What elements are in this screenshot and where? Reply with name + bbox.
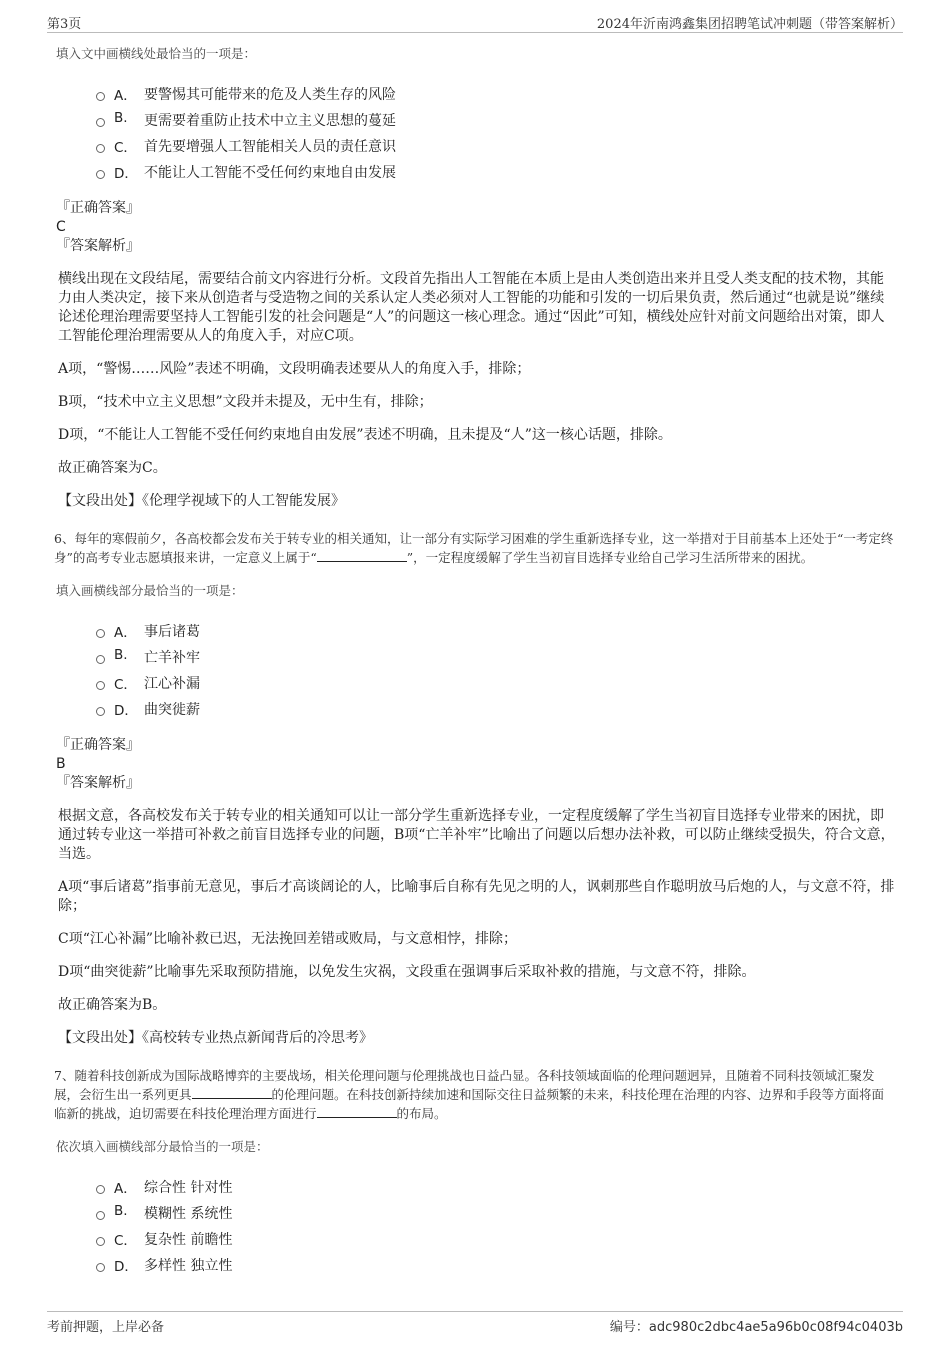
- option-letter: D．: [114, 703, 138, 719]
- option-letter: B.: [114, 1203, 128, 1219]
- q5-answer-heading: 『正确答案』: [56, 200, 140, 216]
- q7-blank-2: [317, 1106, 397, 1118]
- option-text: 更需要着重防止技术中立主义思想的蔓延: [144, 113, 396, 129]
- option-text: 不能让人工智能不受任何约束地自由发展: [144, 165, 396, 181]
- q6-analysis-para: D项“曲突徙薪”比喻事先采取预防措施，以免发生灾祸，文段重在强调事后采取补救的措施，与文意不符，排除。: [58, 964, 756, 980]
- option-letter: B.: [114, 110, 128, 126]
- option-text: 多样性 独立性: [144, 1258, 233, 1274]
- q5-analysis-para: 横线出现在文段结尾，需要结合前文内容进行分析。文段首先指出人工智能在本质上是由人类创造出来并且受人类支配的技术物，其能力由人类决定，接下来从创造者与受造物之间的关系认定人类必须对人工智能的功能和引发的一切后果负责，然后通过“也就是说”继续论述伦理治理需要坚持人工智能引发的社会问题是“人”的问题这一核心理念。通过“因此”可知，横线处应针对前文问题给出对策，即人工智能伦理治理需要从人的角度入手，对应C项。: [58, 271, 885, 344]
- q6-analysis-para: C项“江心补漏”比喻补救已迟，无法挽回差错或败局，与文意相悖，排除；: [58, 931, 518, 947]
- page-header: [47, 10, 903, 33]
- q6-options: [96, 621, 896, 725]
- option-letter: A．: [114, 88, 137, 104]
- radio-icon[interactable]: [96, 118, 105, 127]
- radio-icon[interactable]: [96, 1263, 105, 1272]
- option-text: 事后诸葛: [144, 624, 200, 640]
- document-title: 2024年沂南鸿鑫集团招聘笔试冲刺题（带答案解析）: [596, 17, 903, 32]
- q6-question-after: ”，一定程度缓解了学生当初盲目选择专业给自己学习生活所带来的困扰。: [406, 550, 814, 565]
- q5-option-a[interactable]: [96, 84, 896, 110]
- q5-option-b[interactable]: [96, 110, 896, 136]
- q7-question-part1: 7、随着科技创新成为国际战略博弈的主要战场，相关伦理问题与伦理挑战也日益凸显。各科技领域面临的伦理问题迥异，且随着不同科技领域汇聚发展，会衍生出一系列更具: [54, 1068, 875, 1102]
- option-text: 曲突徙薪: [144, 702, 200, 718]
- footer-slogan: 考前押题，上岸必备: [47, 1320, 165, 1335]
- q7-question-part3: 的布局。: [396, 1106, 447, 1121]
- code-label: 编号：: [609, 1320, 649, 1335]
- q6-analysis-para: 根据文意，各高校发布关于转专业的相关通知可以让一部分学生重新选择专业，一定程度缓解了学生当初盲目选择专业带来的困扰，即通过转专业这一举措可补救之前盲目选择专业的问题，B项“亡羊补牢”比喻出了问题以后想办法补救，可以防止继续受损失，符合文意，当选。: [58, 808, 895, 862]
- q6-blank: [317, 550, 407, 562]
- option-text: 首先要增强人工智能相关人员的责任意识: [144, 139, 396, 155]
- q7-option-b[interactable]: [96, 1203, 896, 1229]
- option-text: 江心补漏: [144, 676, 200, 692]
- radio-icon[interactable]: [96, 1185, 105, 1194]
- document-code: [610, 1316, 903, 1335]
- radio-icon[interactable]: [96, 681, 105, 690]
- page-content: [56, 44, 896, 1291]
- q5-analysis-para: 故正确答案为C。: [58, 460, 167, 476]
- q6-analysis-heading: 『答案解析』: [56, 775, 140, 791]
- q6-answer: B: [56, 756, 66, 772]
- q5-analysis-para: D项，“不能让人工智能不受任何约束地自由发展”表述不明确，且未提及“人”这一核心话题，排除。: [58, 427, 672, 443]
- q7-option-c[interactable]: [96, 1229, 896, 1255]
- q5-analysis-para: A项，“警惕……风险”表述不明确，文段明确表述要从人的角度入手，排除；: [58, 361, 531, 377]
- radio-icon[interactable]: [96, 144, 105, 153]
- q6-source: 【文段出处】《高校转专业热点新闻背后的冷思考》: [58, 1030, 373, 1046]
- q6-option-b[interactable]: [96, 647, 896, 673]
- option-letter: A．: [114, 1181, 137, 1197]
- q7-options: [96, 1177, 896, 1281]
- q5-source: 【文段出处】《伦理学视域下的人工智能发展》: [58, 493, 345, 509]
- q6-question: [54, 529, 896, 567]
- option-text: 模糊性 系统性: [144, 1206, 233, 1222]
- q6-prompt: 填入画横线部分最恰当的一项是：: [56, 583, 244, 598]
- q6-analysis-para: A项“事后诸葛”指事前无意见，事后才高谈阔论的人，比喻事后自称有先见之明的人，讽刺那些自作聪明放马后炮的人，与文意不符，排除；: [58, 879, 895, 914]
- page-footer: [47, 1311, 903, 1336]
- q7-question: [54, 1066, 896, 1123]
- q6-analysis-para: 故正确答案为B。: [58, 997, 167, 1013]
- q5-answer: C: [56, 219, 66, 235]
- option-letter: D．: [114, 166, 138, 182]
- option-text: 亡羊补牢: [144, 650, 200, 666]
- option-letter: A．: [114, 625, 137, 641]
- q5-prompt: 填入文中画横线处最恰当的一项是：: [56, 46, 257, 61]
- radio-icon[interactable]: [96, 1237, 105, 1246]
- q7-option-a[interactable]: [96, 1177, 896, 1203]
- q5-analysis-heading: 『答案解析』: [56, 238, 140, 254]
- q6-option-d[interactable]: [96, 699, 896, 725]
- q6-answer-heading: 『正确答案』: [56, 737, 140, 753]
- q7-prompt: 依次填入画横线部分最恰当的一项是：: [56, 1139, 269, 1154]
- option-text: 复杂性 前瞻性: [144, 1232, 233, 1248]
- q5-analysis-para: B项，“技术中立主义思想”文段并未提及，无中生有，排除；: [58, 394, 433, 410]
- page-number: 第3页: [47, 17, 82, 32]
- q7-option-d[interactable]: [96, 1255, 896, 1281]
- option-letter: C．: [114, 677, 137, 693]
- radio-icon[interactable]: [96, 629, 105, 638]
- q6-question-before: 6、每年的寒假前夕，各高校都会发布关于转专业的相关通知，让一部分有实际学习困难的学生重新选择专业，这一举措对于目前基本上还处于“一考定终身”的高考专业志愿填报来讲，一定意义上属于“: [54, 531, 894, 565]
- option-letter: D．: [114, 1259, 138, 1275]
- option-text: 综合性 针对性: [144, 1180, 233, 1196]
- q5-option-d[interactable]: [96, 162, 896, 188]
- option-text: 要警惕其可能带来的危及人类生存的风险: [144, 87, 396, 103]
- q5-options: [96, 84, 896, 188]
- radio-icon[interactable]: [96, 170, 105, 179]
- q7-blank-1: [192, 1087, 272, 1099]
- q7-question-part2: 的伦理问题。在科技创新持续加速和国际交往日益频繁的未来，科技伦理在治理的内容、边界和手段等方面将面临新的挑战，迫切需要在科技伦理治理方面进行: [54, 1087, 885, 1121]
- option-letter: C．: [114, 1233, 137, 1249]
- q6-option-a[interactable]: [96, 621, 896, 647]
- option-letter: C．: [114, 140, 137, 156]
- option-letter: B.: [114, 647, 128, 663]
- q5-option-c[interactable]: [96, 136, 896, 162]
- radio-icon[interactable]: [96, 655, 105, 664]
- radio-icon[interactable]: [96, 92, 105, 101]
- code-value: adc980c2dbc4ae5a96b0c08f94c0403b: [648, 1320, 903, 1335]
- radio-icon[interactable]: [96, 707, 105, 716]
- q6-option-c[interactable]: [96, 673, 896, 699]
- radio-icon[interactable]: [96, 1211, 105, 1220]
